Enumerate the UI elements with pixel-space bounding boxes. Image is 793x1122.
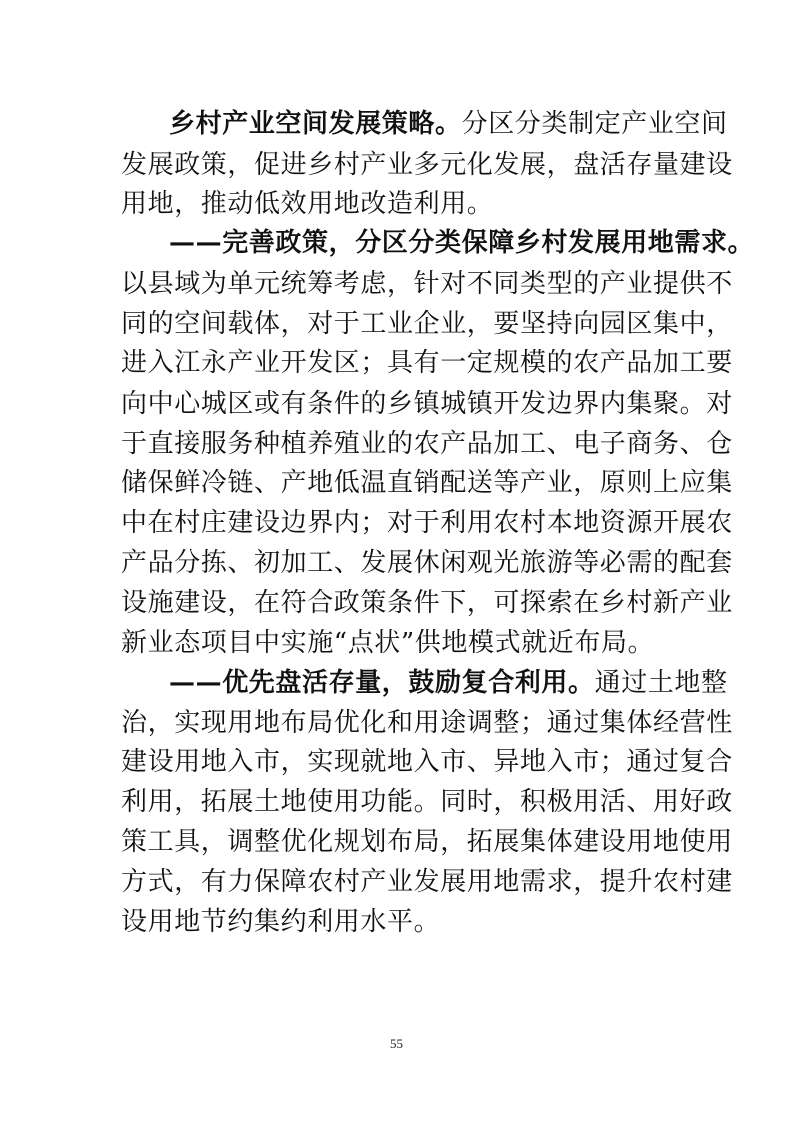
paragraph-3-line-5: 策工具，调整优化规划布局，拓展集体建设用地使用: [121, 827, 733, 857]
paragraph-2-line-3: 进入江永产业开发区；具有一定规模的农产品加工要: [121, 348, 733, 378]
paragraph-2-heading: ——完善政策，分区分类保障乡村发展用地需求。: [169, 228, 755, 258]
paragraph-2-line-7: 中在村庄建设边界内；对于利用农村本地资源开展农: [121, 508, 733, 538]
paragraph-1-line-3: 用地，推动低效用地改造利用。: [121, 189, 494, 219]
paragraph-2-line-4: 向中心城区或有条件的乡镇城镇开发边界内集聚。对: [121, 389, 733, 419]
paragraph-2-line-5: 于直接服务种植养殖业的农产品加工、电子商务、仓: [121, 429, 733, 459]
paragraph-1-text: 分区分类制定产业空间: [461, 109, 728, 139]
paragraph-3-line-6: 方式，有力保障农村产业发展用地需求，提升农村建: [121, 867, 733, 897]
paragraph-2-line-10: 新业态项目中实施“点状”供地模式就近布局。: [121, 628, 655, 658]
paragraph-1-line-2: 发展政策，促进乡村产业多元化发展，盘活存量建设: [121, 150, 733, 180]
paragraph-2-line-6: 储保鲜冷链、产地低温直销配送等产业，原则上应集: [121, 468, 733, 498]
paragraph-2-line-9: 设施建设，在符合政策条件下，可探索在乡村新产业: [121, 588, 733, 618]
paragraph-3-line-4: 利用，拓展土地使用功能。同时，积极用活、用好政: [121, 787, 733, 817]
paragraph-3-line-7: 设用地节约集约利用水平。: [121, 907, 441, 937]
page-number: 55: [390, 1036, 403, 1051]
paragraph-1-heading: 乡村产业空间发展策略。: [169, 109, 462, 139]
paragraph-1-line-1: [169, 104, 729, 144]
paragraph-2-line-8: 产品分拣、初加工、发展休闲观光旅游等必需的配套: [121, 548, 733, 578]
paragraph-3-line-2: 治，实现用地布局优化和用途调整；通过集体经营性: [121, 708, 733, 738]
paragraph-3-line-3: 建设用地入市，实现就地入市、异地入市；通过复合: [121, 747, 733, 777]
paragraph-3-heading: ——优先盘活存量，鼓励复合利用。: [169, 668, 595, 698]
paragraph-3-line-1: [169, 663, 729, 703]
paragraph-2-line-2: 同的空间载体，对于工业企业，要坚持向园区集中，: [121, 309, 733, 339]
paragraph-3-text: 通过土地整: [594, 668, 728, 698]
paragraph-2-line-1: 以县域为单元统筹考虑，针对不同类型的产业提供不: [121, 269, 733, 299]
